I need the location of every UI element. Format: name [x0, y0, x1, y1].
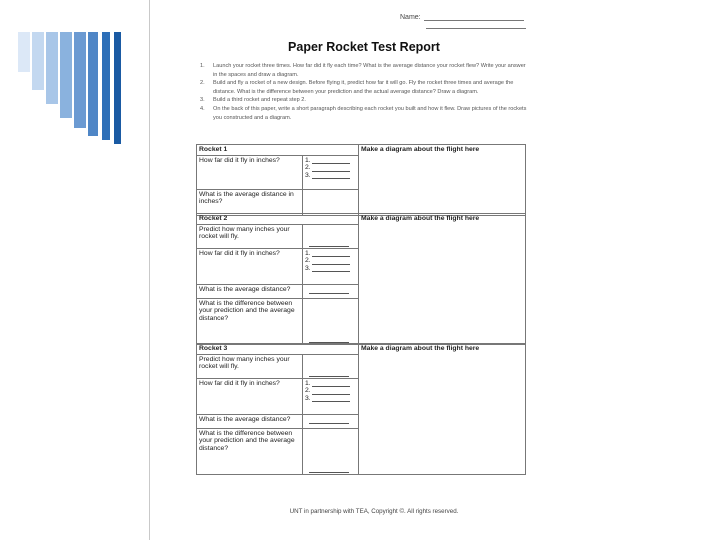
rocket-3-difference-answer[interactable]	[303, 428, 359, 474]
rocket-3-table	[196, 343, 526, 475]
rocket-3-header: Rocket 3	[197, 344, 359, 355]
rocket-3-how-far-label: How far did it fly in inches?	[197, 378, 303, 414]
rocket-2-average-label: What is the average distance?	[197, 284, 303, 298]
rocket-3-predict-label: Predict how many inches your rocket will fly.	[197, 354, 303, 378]
rocket-1-table	[196, 144, 526, 216]
rocket-3-trials[interactable]: 1. 2. 3.	[303, 378, 359, 414]
name-label: Name:	[400, 14, 421, 21]
rocket-1-how-far-label: How far did it fly in inches?	[197, 155, 303, 189]
trial-3-blank[interactable]	[312, 172, 350, 179]
name-line	[424, 14, 524, 21]
rocket-2-header: Rocket 2	[197, 214, 359, 225]
instruction-item: 1. Launch your rocket three times. How far did it fly each time? What is the average distance your rocket flew? Write your answer in the spaces and draw a diagram.	[200, 63, 526, 78]
trial-2-blank[interactable]	[312, 165, 350, 172]
rocket-2-table	[196, 213, 526, 345]
trial-2-blank[interactable]	[312, 388, 350, 395]
instruction-item: 4. On the back of this paper, write a short paragraph describing each rocket you built and how it flew. Draw pictures of the rockets you constructed and a diagram.	[200, 105, 527, 121]
name-line-2	[426, 28, 526, 29]
rocket-2-how-far-label: How far did it fly in inches?	[197, 248, 303, 284]
rocket-2-average-answer[interactable]	[303, 284, 359, 298]
rocket-3-average-label: What is the average distance?	[197, 414, 303, 428]
trial-2-blank[interactable]	[312, 258, 350, 265]
footer-copyright: UNT in partnership with TEA, Copyright ©. All rights reserved.	[289, 508, 459, 515]
name-row	[400, 14, 524, 21]
decorative-stripes	[14, 32, 126, 144]
stripe	[88, 32, 98, 136]
rocket-3-average-answer[interactable]	[303, 414, 359, 428]
instruction-item: 2. Build and fly a rocket of a new design. Before flying it, predict how far it will go. Fly the rocket three times and average the distance. What is the difference between your prediction and the actual average distance? Draw a diagram.	[200, 80, 514, 95]
rocket-2-difference-answer[interactable]	[303, 298, 359, 344]
rocket-3-diagram-area[interactable]: Make a diagram about the flight here	[359, 344, 526, 475]
rocket-1-header: Rocket 1	[197, 145, 359, 156]
rocket-1-average-answer[interactable]	[303, 189, 359, 215]
vertical-divider	[149, 0, 150, 540]
page-title: Paper Rocket Test Report	[288, 40, 440, 54]
rocket-3-predict-answer[interactable]	[303, 354, 359, 378]
rocket-2-difference-label: What is the difference between your prediction and the average distance?	[197, 298, 303, 344]
rocket-2-predict-label: Predict how many inches your rocket will fly.	[197, 224, 303, 248]
stripe	[60, 32, 72, 118]
instructions-list	[200, 62, 528, 122]
rocket-1-average-label: What is the average distance in inches?	[197, 189, 303, 215]
trial-3-blank[interactable]	[312, 395, 350, 402]
stripe	[114, 32, 121, 144]
rocket-3-difference-label: What is the difference between your prediction and the average distance?	[197, 428, 303, 474]
trial-3-blank[interactable]	[312, 265, 350, 272]
rocket-2-predict-answer[interactable]	[303, 224, 359, 248]
rocket-2-diagram-area[interactable]: Make a diagram about the flight here	[359, 214, 526, 345]
trial-1-blank[interactable]	[312, 157, 350, 164]
stripe	[46, 32, 58, 104]
stripe	[32, 32, 44, 90]
instruction-item: 3. Build a third rocket and repeat step 2.	[200, 97, 306, 104]
stripe	[18, 32, 30, 72]
rocket-1-trials[interactable]: 1. 2. 3.	[303, 155, 359, 189]
rocket-1-diagram-area[interactable]: Make a diagram about the flight here	[359, 145, 526, 216]
stripe	[74, 32, 86, 128]
stripe	[102, 32, 110, 140]
trial-1-blank[interactable]	[312, 250, 350, 257]
trial-1-blank[interactable]	[312, 380, 350, 387]
rocket-2-trials[interactable]: 1. 2. 3.	[303, 248, 359, 284]
